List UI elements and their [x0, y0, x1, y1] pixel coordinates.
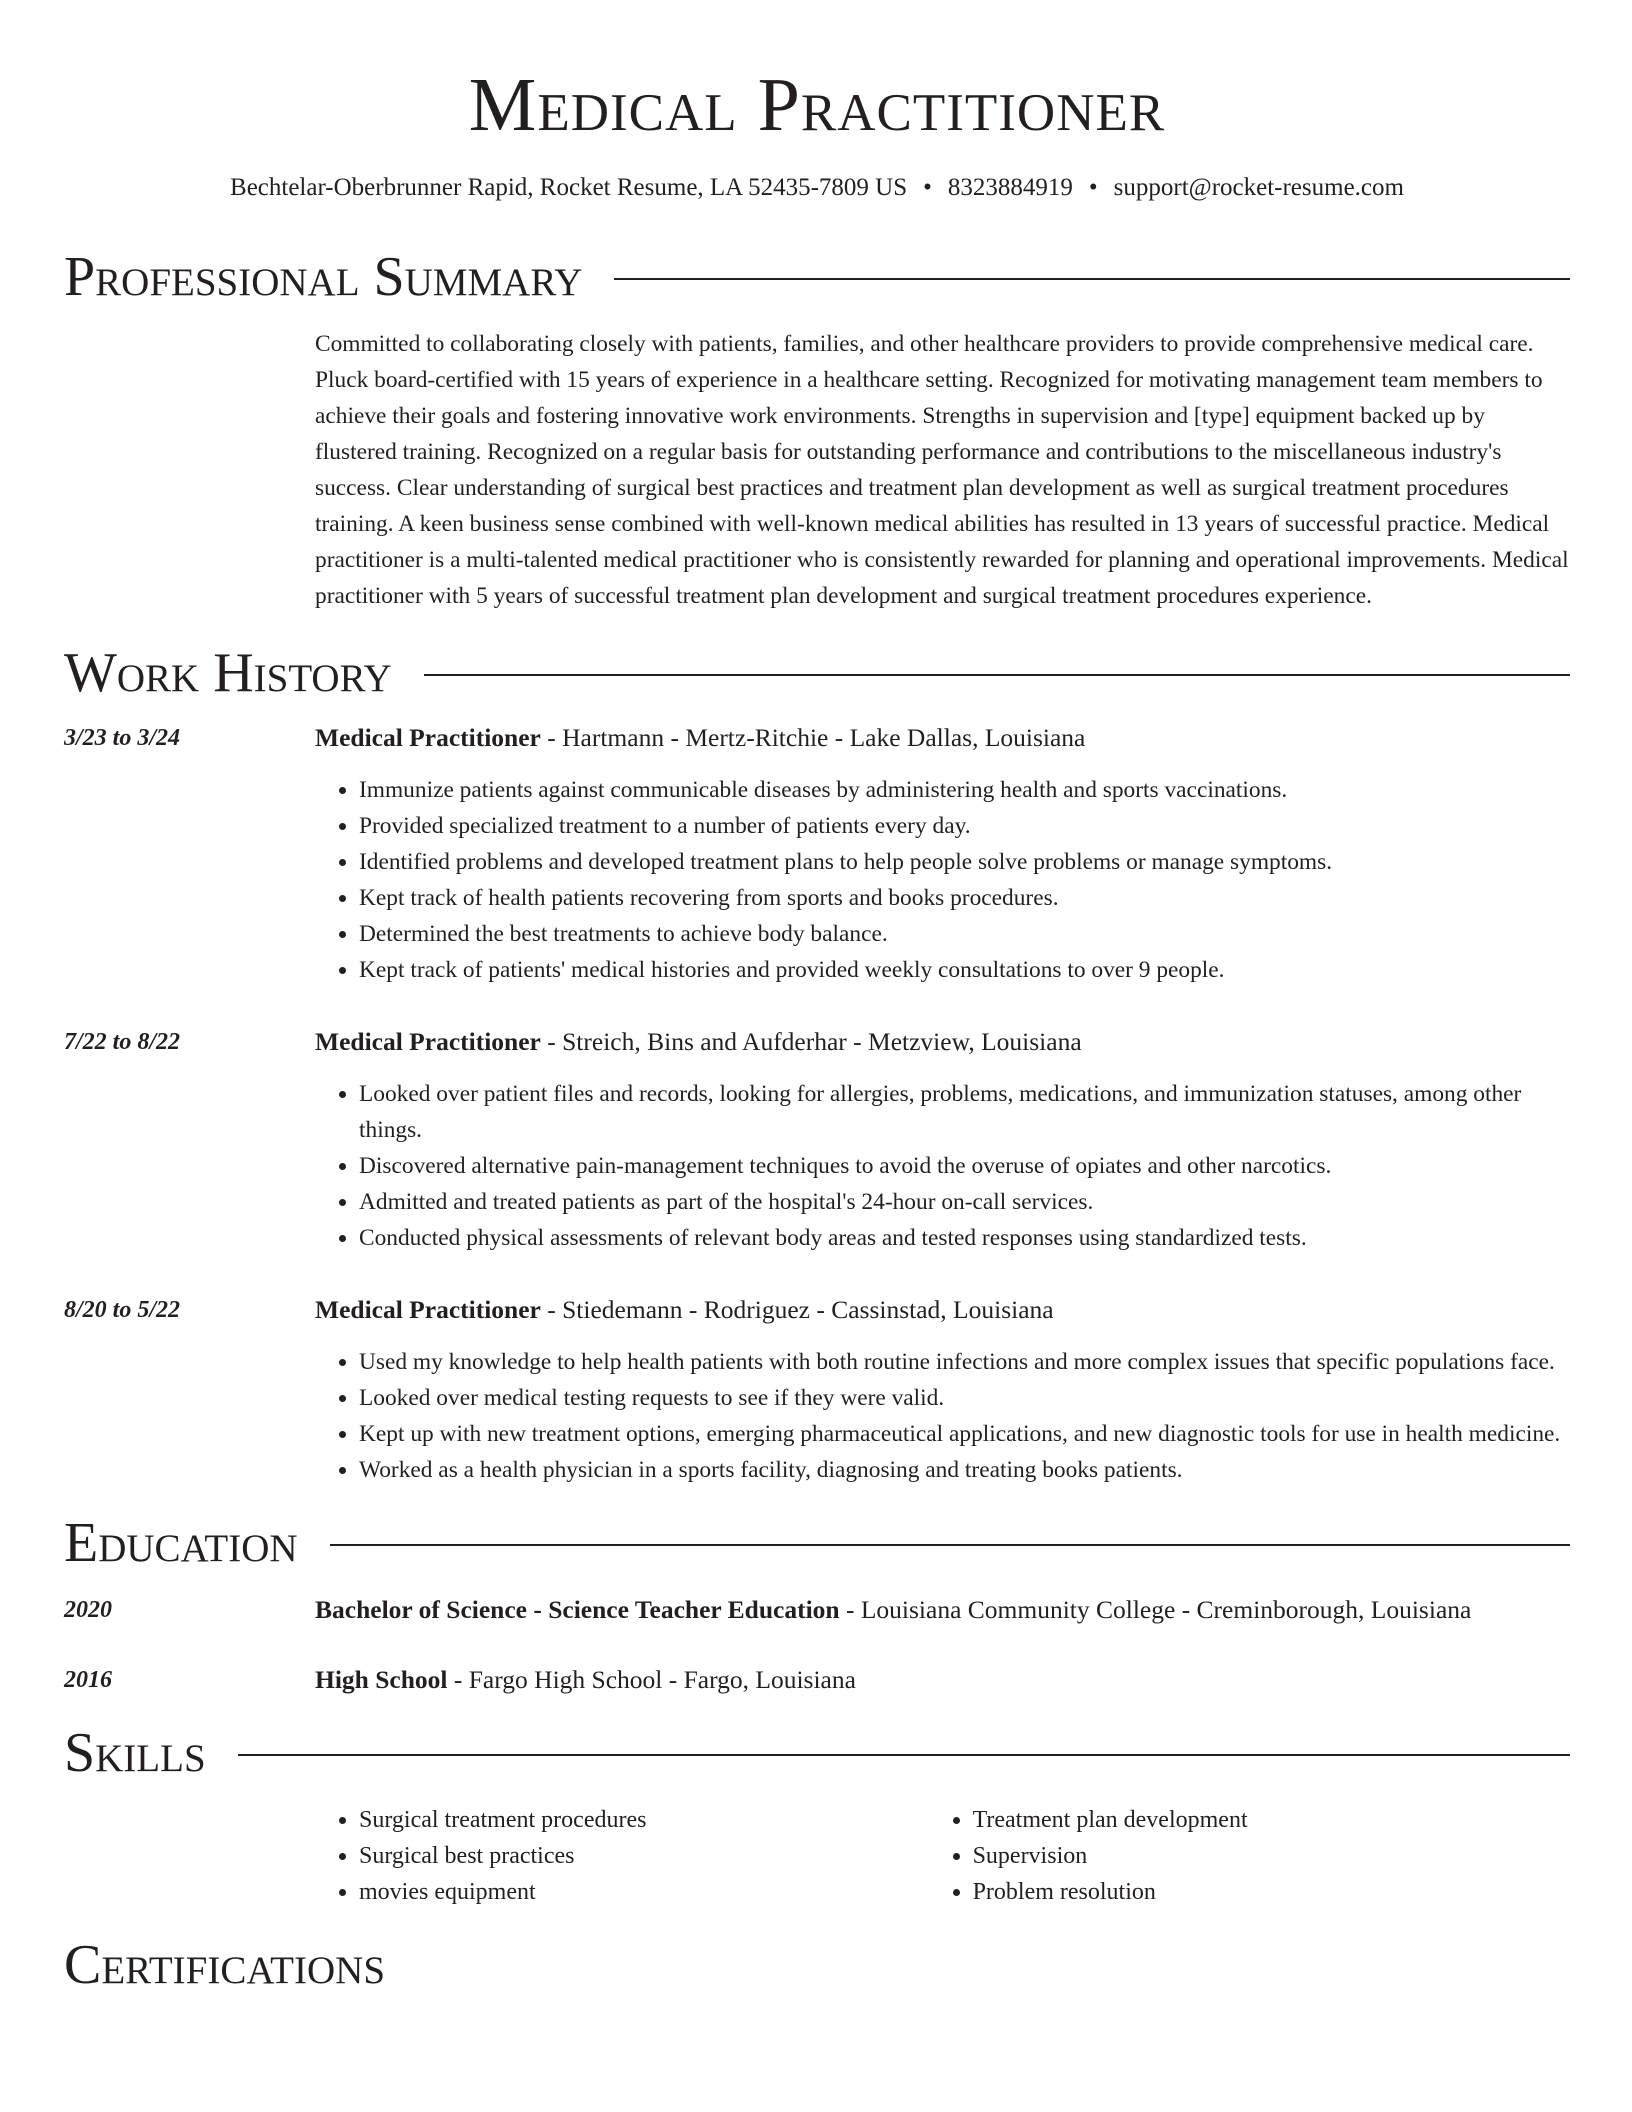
- skill-item: • Problem resolution: [973, 1874, 1570, 1910]
- section-rule: [424, 674, 1570, 676]
- section-title-work: Work History: [64, 642, 392, 704]
- job-entry: [64, 720, 1570, 988]
- job-title-line: [315, 1292, 1570, 1328]
- section-rule: [614, 278, 1570, 280]
- education-title-line: [315, 1592, 1570, 1628]
- job-bullet: • Kept track of patients' medical histories and provided weekly consultations to over 9 people.: [359, 952, 1570, 988]
- section-title-education: Education: [64, 1512, 298, 1574]
- job-bullet: • Worked as a health physician in a sports facility, diagnosing and treating books patients.: [359, 1452, 1570, 1488]
- education-section-header: [64, 1510, 1570, 1576]
- job-bullet: • Immunize patients against communicable diseases by administering health and sports vaccinations.: [359, 772, 1570, 808]
- section-rule: [330, 1544, 1570, 1546]
- contact-separator: •: [923, 174, 932, 201]
- job-entry: [64, 1024, 1570, 1256]
- job-dates: 3/23 to 3/24: [64, 725, 181, 751]
- job-title-line: [315, 1024, 1570, 1060]
- section-title-certifications: Certifications: [64, 1934, 386, 1996]
- job-body: [315, 1292, 1570, 1488]
- job-employer-location: - Streich, Bins and Aufderhar - Metzview, Louisiana: [540, 1027, 1082, 1056]
- job-bullet: • Used my knowledge to help health patients with both routine infections and more complex issues that specific populations face.: [359, 1344, 1570, 1380]
- skill-item: • Surgical best practices: [359, 1838, 929, 1874]
- section-title-summary: Professional Summary: [64, 246, 583, 308]
- education-body: [315, 1662, 1570, 1698]
- job-title: Medical Practitioner: [315, 723, 541, 752]
- job-bullet: • Provided specialized treatment to a number of patients every day.: [359, 808, 1570, 844]
- skills-grid: [315, 1802, 1570, 1910]
- work-section-header: [64, 640, 1570, 706]
- education-body: [315, 1592, 1570, 1628]
- job-bullet: • Looked over patient files and records, looking for allergies, problems, medications, and immunization statuses, among other things.: [359, 1076, 1570, 1148]
- skills-column-left: [315, 1802, 929, 1910]
- job-bullets: [315, 1076, 1570, 1256]
- education-year: 2020: [64, 1597, 112, 1623]
- certifications-section-header: [64, 1932, 1570, 1998]
- job-bullet: • Conducted physical assessments of relevant body areas and tested responses using standardized tests.: [359, 1220, 1570, 1256]
- job-employer-location: - Stiedemann - Rodriguez - Cassinstad, Louisiana: [540, 1295, 1054, 1324]
- candidate-name: Medical Practitioner: [468, 63, 1166, 147]
- job-entry: [64, 1292, 1570, 1488]
- contact-separator: •: [1088, 174, 1098, 201]
- skills-column-right: [929, 1802, 1570, 1910]
- job-bullet: • Admitted and treated patients as part of the hospital's 24-hour on-call services.: [359, 1184, 1570, 1220]
- job-dates: 8/20 to 5/22: [64, 1297, 181, 1323]
- job-bullet: • Kept up with new treatment options, emerging pharmaceutical applications, and new diagnostic tools for use in health medicine.: [359, 1416, 1570, 1452]
- job-dates: 7/22 to 8/22: [64, 1029, 181, 1055]
- job-bullet: • Identified problems and developed treatment plans to help people solve problems or manage symptoms.: [359, 844, 1570, 880]
- job-employer-location: - Hartmann - Mertz-Ritchie - Lake Dallas, Louisiana: [540, 723, 1086, 752]
- job-bullet: • Looked over medical testing requests to see if they were valid.: [359, 1380, 1570, 1416]
- job-title: Medical Practitioner: [315, 1027, 541, 1056]
- education-degree: Bachelor of Science - Science Teacher Education: [315, 1595, 840, 1624]
- education-year: 2016: [64, 1667, 112, 1693]
- education-school-location: - Louisiana Community College - Creminborough, Louisiana: [839, 1595, 1472, 1624]
- education-degree: High School: [315, 1665, 448, 1694]
- summary-paragraph: Committed to collaborating closely with patients, families, and other healthcare providers to provide comprehensive medical care. Pluck board-certified with 15 years of experience in a healthcare setting. Recognized for motivating management team members to achieve their goals and fostering innovative work environments. Strengths in supervision and [type] equipment backed up by flustered training. Recognized on a regular basis for outstanding performance and contributions to the miscellaneous industry's success. Clear understanding of surgical best practices and treatment plan development as well as surgical treatment procedures training. A keen business sense combined with well-known medical abilities has resulted in 13 years of successful practice. Medical practitioner is a multi-talented medical practitioner who is consistently rewarded for planning and operational improvements. Medical practitioner with 5 years of successful treatment plan development and surgical treatment procedures experience.: [315, 331, 1569, 609]
- section-title-skills: Skills: [64, 1722, 206, 1784]
- contact-line: [64, 172, 1570, 204]
- contact-email: support@rocket-resume.com: [1113, 174, 1404, 201]
- resume-page: [64, 0, 1570, 1998]
- education-entry: [64, 1592, 1570, 1628]
- education-school-location: - Fargo High School - Fargo, Louisiana: [447, 1665, 856, 1694]
- job-bullets: [315, 1344, 1570, 1488]
- job-title: Medical Practitioner: [315, 1295, 541, 1324]
- summary-section-header: [64, 244, 1570, 310]
- job-bullet: • Kept track of health patients recovering from sports and books procedures.: [359, 880, 1570, 916]
- job-title-line: [315, 720, 1570, 756]
- skill-item: • Supervision: [973, 1838, 1570, 1874]
- skills-section-header: [64, 1720, 1570, 1786]
- work-history-list: [64, 720, 1570, 1488]
- skill-item: • movies equipment: [359, 1874, 929, 1910]
- job-body: [315, 720, 1570, 988]
- education-list: [64, 1592, 1570, 1698]
- contact-address: Bechtelar-Oberbrunner Rapid, Rocket Resume, LA 52435-7809 US: [230, 174, 908, 201]
- skill-item: • Surgical treatment procedures: [359, 1802, 929, 1838]
- education-entry: [64, 1662, 1570, 1698]
- job-bullet: • Discovered alternative pain-management techniques to avoid the overuse of opiates and other narcotics.: [359, 1148, 1570, 1184]
- job-bullets: [315, 772, 1570, 988]
- skill-item: • Treatment plan development: [973, 1802, 1570, 1838]
- job-body: [315, 1024, 1570, 1256]
- section-rule: [238, 1754, 1570, 1756]
- education-title-line: [315, 1662, 1570, 1698]
- job-bullet: • Determined the best treatments to achieve body balance.: [359, 916, 1570, 952]
- contact-phone: 8323884919: [947, 174, 1073, 201]
